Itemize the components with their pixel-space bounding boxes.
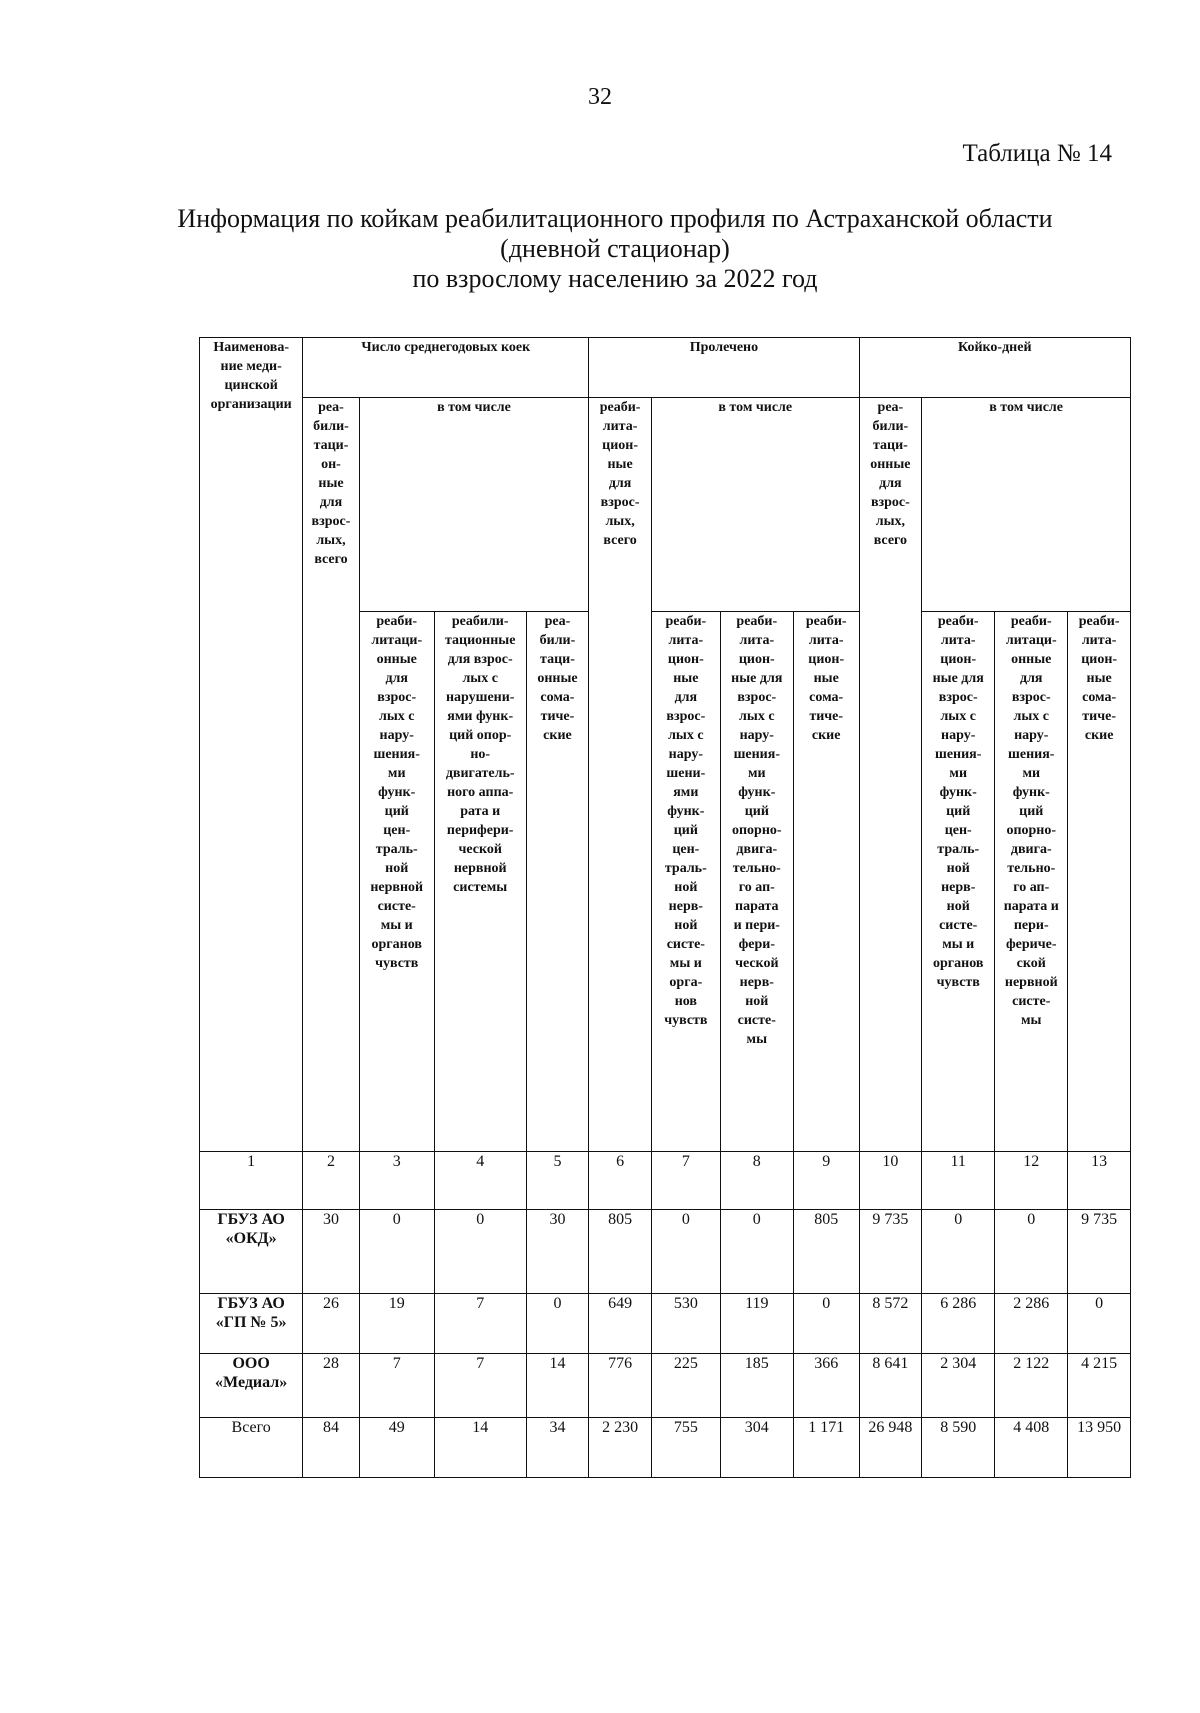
header-treated-incl: в том числе bbox=[651, 398, 859, 612]
header-col-12: реаби- литаци- онные для взрос- лых с нару- шения- ми функ- ций опорно- двига- тельно- го ап- парата и пери- фериче- ской нервной систе- мы bbox=[995, 612, 1068, 1152]
table-cell: 30 bbox=[526, 1210, 589, 1294]
table-cell: 0 bbox=[434, 1210, 526, 1294]
row-org-name: ООО «Медиал» bbox=[200, 1354, 303, 1418]
title-line: (дневной стационар) bbox=[500, 234, 730, 263]
header-col-4: реабили- тационные для взрос- лых с нарушени- ями функ- ций опор- но- двигатель- ного аппа- рата и перифери- ческой нервной системы bbox=[434, 612, 526, 1152]
column-number: 4 bbox=[434, 1152, 526, 1210]
table-row-total bbox=[200, 1418, 1131, 1478]
header-col-8: реаби- лита- цион- ные для взрос- лых с нару- шения- ми функ- ций опорно- двига- тельно- го ап- парата и пери- фери- ческой нерв- ной систе- мы bbox=[720, 612, 793, 1152]
column-number: 9 bbox=[793, 1152, 859, 1210]
column-number: 7 bbox=[651, 1152, 720, 1210]
header-group-treated: Пролечено bbox=[589, 338, 859, 398]
table-cell: 28 bbox=[303, 1354, 359, 1418]
table-cell: 7 bbox=[434, 1294, 526, 1354]
table-row bbox=[200, 1354, 1131, 1418]
table-row bbox=[200, 1210, 1131, 1294]
table-cell: 13 950 bbox=[1068, 1418, 1131, 1478]
table-cell: 9 735 bbox=[859, 1210, 922, 1294]
table-cell: 4 215 bbox=[1068, 1354, 1131, 1418]
header-beds-total: реа- били- таци- он- ные для взрос- лых, всего bbox=[303, 398, 359, 1152]
table-label: Таблица № 14 bbox=[962, 140, 1112, 167]
row-org-name: ГБУЗ АО «ГП № 5» bbox=[200, 1294, 303, 1354]
table-cell: 0 bbox=[995, 1210, 1068, 1294]
document-title bbox=[110, 204, 1120, 294]
title-line: Информация по койкам реабилитационного профиля по Астраханской области bbox=[177, 204, 1053, 233]
table-cell: 14 bbox=[526, 1354, 589, 1418]
header-group-beds: Число среднегодовых коек bbox=[303, 338, 589, 398]
table-cell: 0 bbox=[359, 1210, 434, 1294]
table-cell: 2 122 bbox=[995, 1354, 1068, 1418]
header-treated-total: реаби- лита- цион- ные для взрос- лых, всего bbox=[589, 398, 652, 1152]
table-cell: 0 bbox=[922, 1210, 995, 1294]
table-cell: 0 bbox=[1068, 1294, 1131, 1354]
table-cell: 755 bbox=[651, 1418, 720, 1478]
table-cell: 805 bbox=[793, 1210, 859, 1294]
table-cell: 6 286 bbox=[922, 1294, 995, 1354]
table-cell: 84 bbox=[303, 1418, 359, 1478]
table-cell: 776 bbox=[589, 1354, 652, 1418]
table-cell: 2 230 bbox=[589, 1418, 652, 1478]
column-number: 8 bbox=[720, 1152, 793, 1210]
table-cell: 30 bbox=[303, 1210, 359, 1294]
table-cell: 7 bbox=[434, 1354, 526, 1418]
header-col-9: реаби- лита- цион- ные сома- тиче- ские bbox=[793, 612, 859, 1152]
column-number: 12 bbox=[995, 1152, 1068, 1210]
beds-table bbox=[199, 337, 1131, 1478]
table-cell: 2 286 bbox=[995, 1294, 1068, 1354]
column-number: 10 bbox=[859, 1152, 922, 1210]
table-cell: 7 bbox=[359, 1354, 434, 1418]
table-cell: 14 bbox=[434, 1418, 526, 1478]
column-number: 1 bbox=[200, 1152, 303, 1210]
header-days-incl: в том числе bbox=[922, 398, 1131, 612]
column-number: 5 bbox=[526, 1152, 589, 1210]
column-number: 3 bbox=[359, 1152, 434, 1210]
row-org-name: Всего bbox=[200, 1418, 303, 1478]
table-row bbox=[200, 1294, 1131, 1354]
table-cell: 0 bbox=[793, 1294, 859, 1354]
table-cell: 0 bbox=[651, 1210, 720, 1294]
table-cell: 805 bbox=[589, 1210, 652, 1294]
table-cell: 649 bbox=[589, 1294, 652, 1354]
column-number: 11 bbox=[922, 1152, 995, 1210]
column-number: 2 bbox=[303, 1152, 359, 1210]
table-cell: 366 bbox=[793, 1354, 859, 1418]
header-col-3: реаби- литаци- онные для взрос- лых с нару- шения- ми функ- ций цен- траль- ной нервной систе- мы и органов чувств bbox=[359, 612, 434, 1152]
header-col-11: реаби- лита- цион- ные для взрос- лых с нару- шения- ми функ- ций цен- траль- ной нерв- ной систе- мы и органов чувств bbox=[922, 612, 995, 1152]
table-cell: 530 bbox=[651, 1294, 720, 1354]
page-number: 32 bbox=[588, 84, 612, 110]
header-group-bed-days: Койко-дней bbox=[859, 338, 1130, 398]
table-cell: 4 408 bbox=[995, 1418, 1068, 1478]
header-col-7: реаби- лита- цион- ные для взрос- лых с нару- шени- ями функ- ций цен- траль- ной нерв- ной систе- мы и орга- нов чувств bbox=[651, 612, 720, 1152]
table-cell: 304 bbox=[720, 1418, 793, 1478]
table-cell: 8 641 bbox=[859, 1354, 922, 1418]
table-cell: 8 572 bbox=[859, 1294, 922, 1354]
table-cell: 119 bbox=[720, 1294, 793, 1354]
table-cell: 49 bbox=[359, 1418, 434, 1478]
table-cell: 8 590 bbox=[922, 1418, 995, 1478]
table-cell: 185 bbox=[720, 1354, 793, 1418]
table-cell: 26 bbox=[303, 1294, 359, 1354]
table-cell: 1 171 bbox=[793, 1418, 859, 1478]
table-cell: 34 bbox=[526, 1418, 589, 1478]
title-line: по взрослому населению за 2022 год bbox=[412, 264, 818, 293]
table-cell: 225 bbox=[651, 1354, 720, 1418]
table-cell: 0 bbox=[526, 1294, 589, 1354]
header-days-total: реа- били- таци- онные для взрос- лых, всего bbox=[859, 398, 922, 1152]
table-cell: 19 bbox=[359, 1294, 434, 1354]
column-number: 6 bbox=[589, 1152, 652, 1210]
column-number: 13 bbox=[1068, 1152, 1131, 1210]
table-cell: 26 948 bbox=[859, 1418, 922, 1478]
header-beds-incl: в том числе bbox=[359, 398, 589, 612]
header-org-name: Наименова- ние меди- цинской организации bbox=[200, 338, 303, 1152]
table-cell: 9 735 bbox=[1068, 1210, 1131, 1294]
table-cell: 2 304 bbox=[922, 1354, 995, 1418]
row-org-name: ГБУЗ АО «ОКД» bbox=[200, 1210, 303, 1294]
header-col-13: реаби- лита- цион- ные сома- тиче- ские bbox=[1068, 612, 1131, 1152]
table-cell: 0 bbox=[720, 1210, 793, 1294]
header-col-5: реа- били- таци- онные сома- тиче- ские bbox=[526, 612, 589, 1152]
